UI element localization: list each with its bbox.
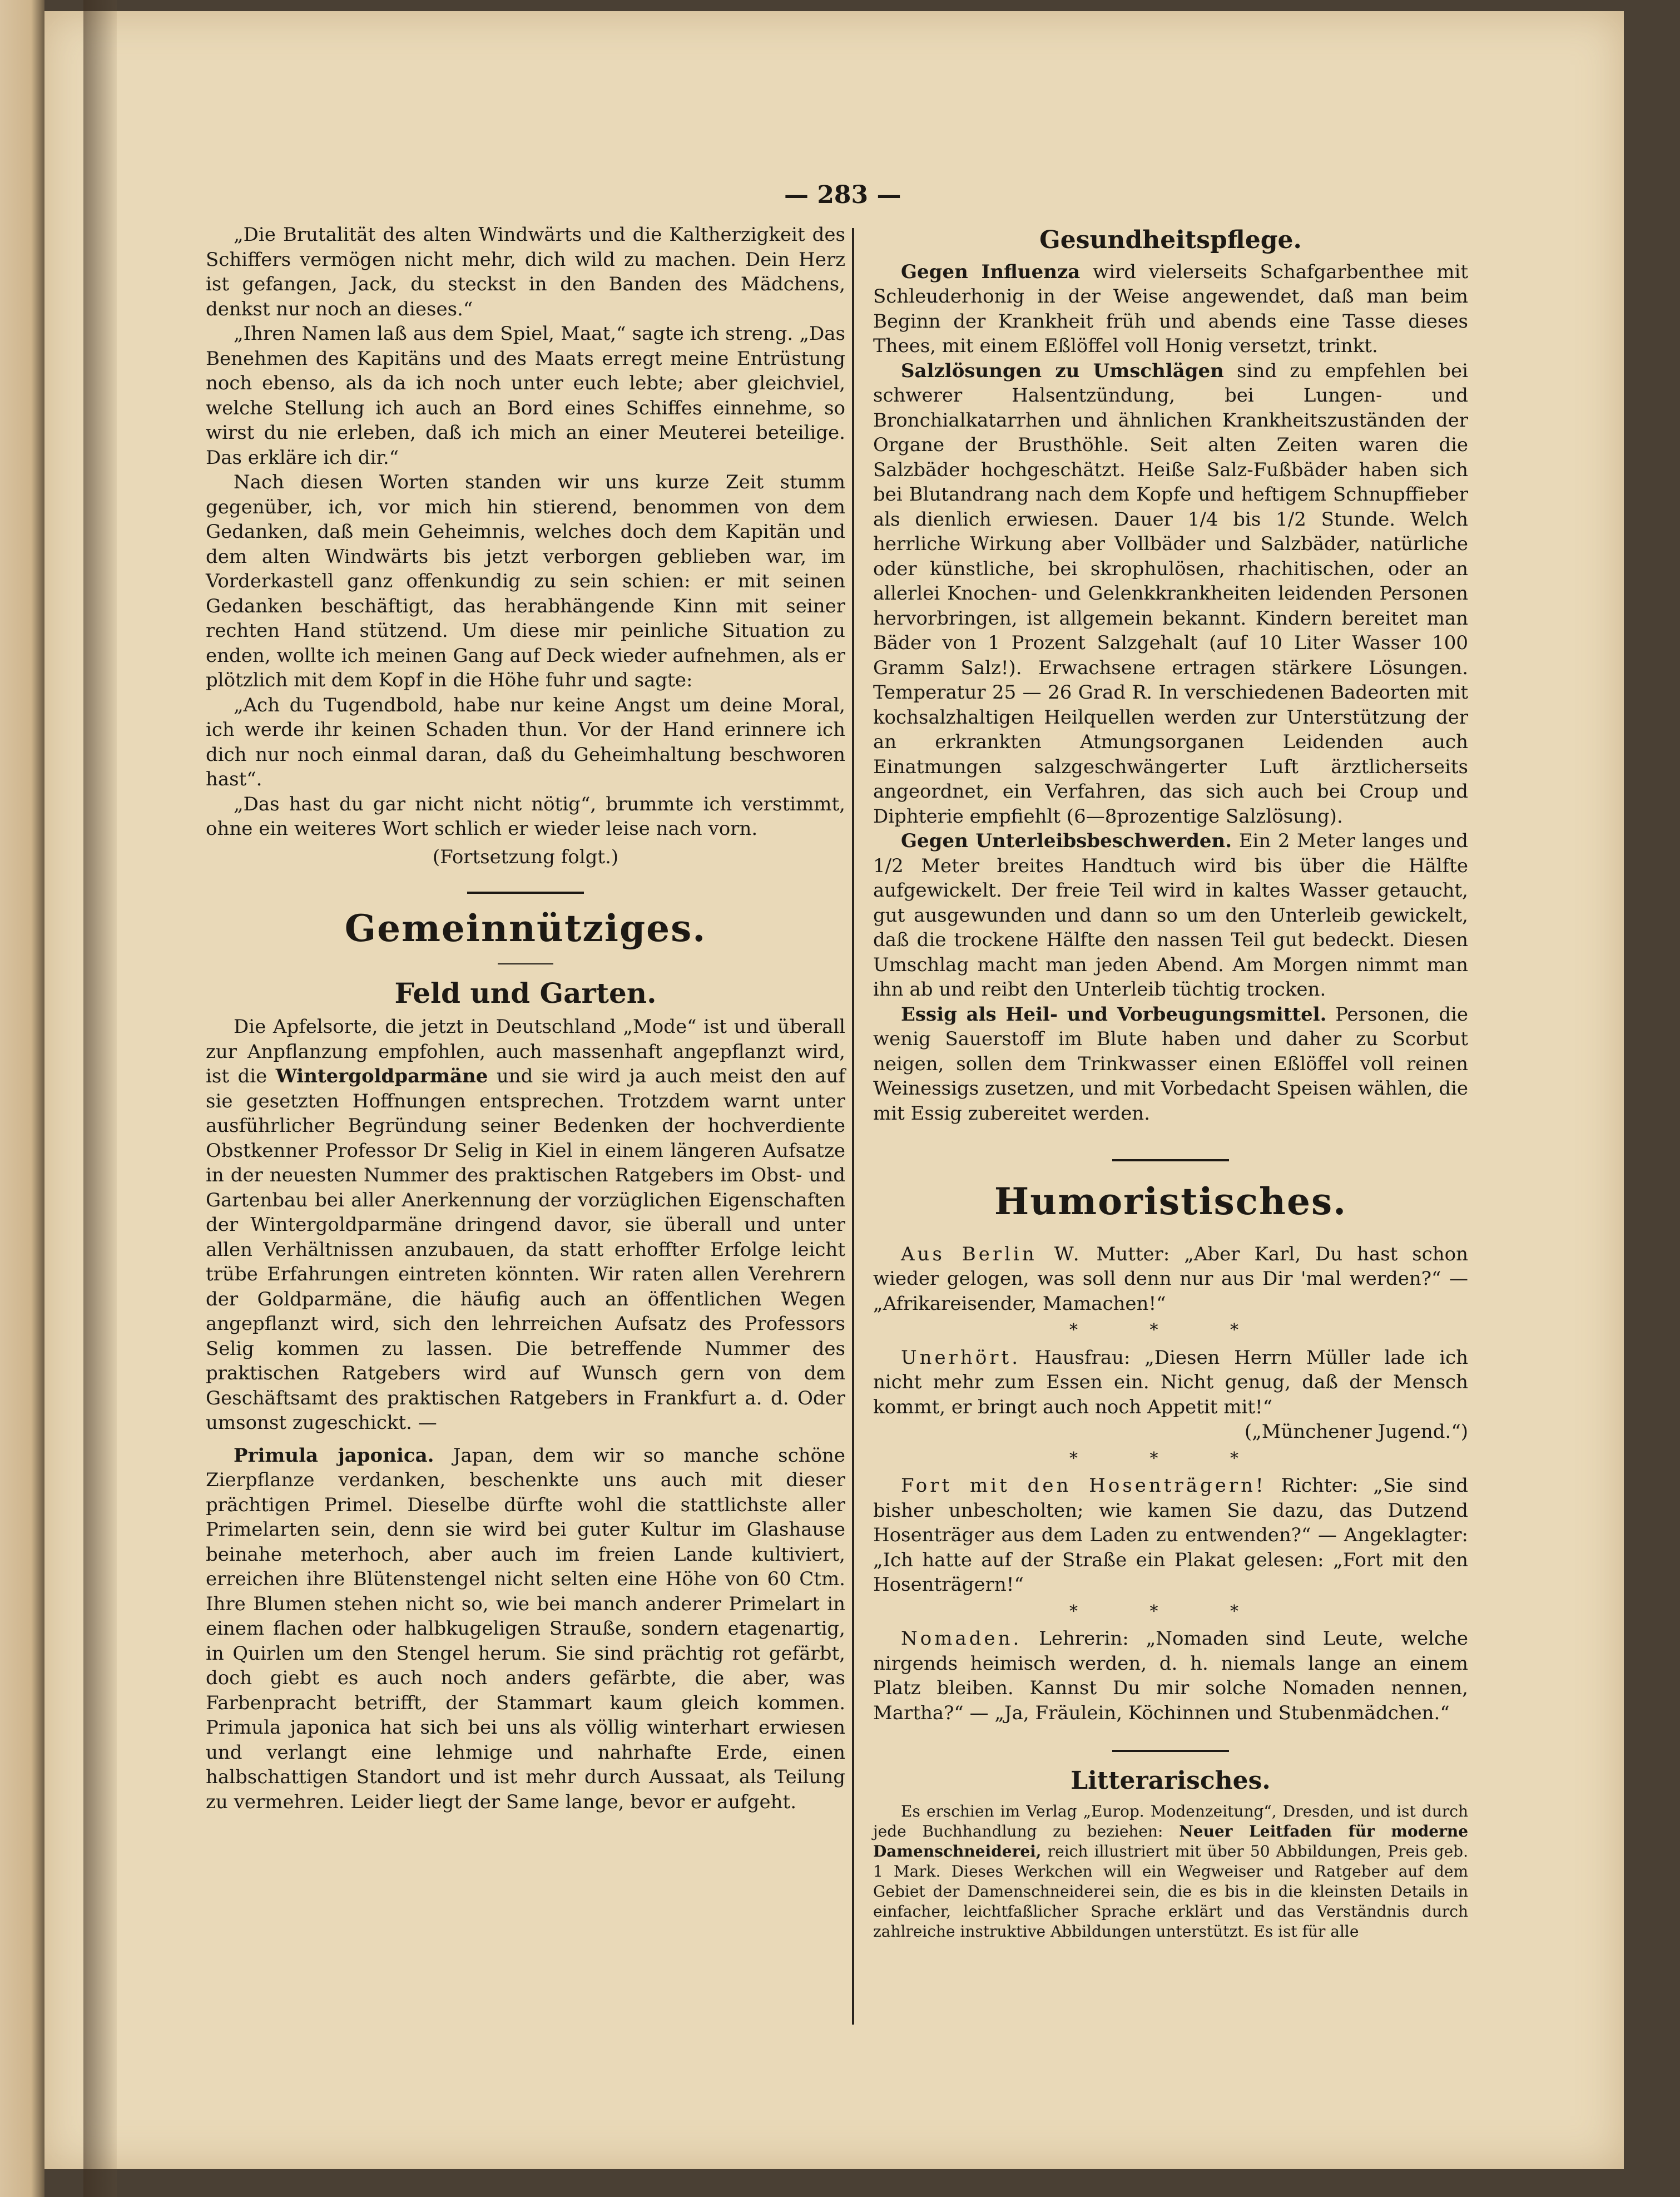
story-paragraph: Nach diesen Worten standen wir uns kurze Zeit stumm gegenüber, ich, vor mich hin stierend, benommen von dem Gedanken, daß mein Geheimnis, welches doch dem Kapitän und dem alten Windwärts bis jetzt verborgen geblieben war, im Vorderkastell ganz offenkundig zu sein schien: er mit seinen Gedanken beschäftigt, das herabhängende Kinn mit seiner rechten Hand stützend. Um diese mir peinliche Situation zu enden, wollte ich meinen Gang auf Deck wieder aufnehmen, als er plötzlich mit dem Kopf in die Höhe fuhr und sagte: bbox=[206, 471, 845, 691]
joke-lead: Unerhört. bbox=[901, 1346, 1021, 1369]
joke-lead: Nomaden. bbox=[901, 1627, 1022, 1650]
section-heading-litterarisches: Litterarisches. bbox=[1071, 1766, 1271, 1795]
health-item bbox=[873, 260, 1468, 359]
section-separator bbox=[1112, 1750, 1229, 1752]
star-divider: * * * bbox=[1069, 1320, 1272, 1340]
joke-text: Hausfrau: „Diesen Herrn Müller lade ich nicht mehr zum Essen ein. Nicht genug, daß der Mensch kommt, er bringt auch noch Appetit mit!“ bbox=[873, 1346, 1469, 1418]
joke-lead: Fort mit den Hosenträgern! bbox=[901, 1474, 1266, 1497]
joke bbox=[873, 1345, 1468, 1420]
section-heading-gemeinnuetziges: Gemeinnütziges. bbox=[344, 907, 707, 950]
health-item-term: Gegen Unterleibsbeschwerden. bbox=[901, 830, 1232, 852]
health-item bbox=[873, 359, 1468, 829]
binding-gutter-shadow bbox=[83, 0, 117, 2197]
literature-text-b: reich illustriert mit über 50 Abbildungen, Preis geb. 1 Mark. Dieses Werkchen will ein Wegweiser und Ratgeber auf dem Gebiet der Damenschneiderei sein, die es bis in die kleinsten Details in einfacher, leichtfaßlicher Sprache erklärt und das Verständnis durch zahlreiche instruktive Abbildungen unterstützt. Es ist für alle bbox=[873, 1842, 1468, 1941]
joke-lead: Aus Berlin W. bbox=[901, 1243, 1082, 1265]
page-number: — 283 — bbox=[784, 181, 901, 209]
joke-text: Richter: „Sie sind bisher unbescholten; wie kamen Sie dazu, das Dutzend Hosenträger aus dem Laden zu entwenden?“ — Angeklagter: „Ich hatte auf der Straße ein Plakat gelesen: „Fort mit den Hosenträgern!“ bbox=[873, 1474, 1469, 1596]
joke-text: Mutter: „Aber Karl, Du hast schon wieder gelogen, was soll denn nur aus Dir 'mal werden?“ — „Afrikareisender, Mamachen!“ bbox=[873, 1243, 1468, 1315]
health-item-term: Salzlösungen zu Umschlägen bbox=[901, 359, 1224, 382]
right-column bbox=[873, 228, 1468, 1942]
health-item-text: wird vielerseits Schafgarbenthee mit Schleuderhonig in der Weise angewendet, daß man beim Beginn der Krankheit früh und abends eine Tasse dieses Thees, mit einem Eßlöffel voll Honig versetzt, trinkt. bbox=[873, 260, 1468, 357]
primula-term: Primula japonica. bbox=[234, 1444, 434, 1467]
story-paragraph: „Das hast du gar nicht nicht nötig“, brummte ich verstimmt, ohne ein weiteres Wort schlich er wieder leise nach vorn. bbox=[206, 793, 845, 840]
health-item bbox=[873, 829, 1468, 1002]
star-divider: * * * bbox=[1069, 1448, 1272, 1468]
health-item-text: Personen, die wenig Sauerstoff im Blute haben und daher zu Scorbut neigen, sollen dem Trinkwasser einen Eßlöffel voll reinen Weinessigs zusetzen, und mit Vorbedacht Speisen wählen, die mit Essig zubereitet werden. bbox=[873, 1003, 1469, 1125]
health-item bbox=[873, 1002, 1468, 1126]
apple-intro: Die Apfelsorte, die jetzt in Deutschland „Mode“ ist und überall zur Anpflanzung empfohlen, auch massenhaft angepflanzt wird, ist die bbox=[206, 1016, 845, 1087]
primula-text: Japan, dem wir so manche schöne Zierpflanze verdanken, beschenkte uns auch mit dieser prächtigen Primel. Dieselbe dürfte wohl die stattlichste aller Primelarten sein, denn sie wird bei guter Kultur im Glashause beinahe meterhoch, aber auch im freien Lande kultiviert, erreichen ihre Blütenstengel nicht selten eine Höhe von 60 Ctm. Ihre Blumen stehen nicht so, wie bei manch anderer Primelart in einem flachen oder halbkugeligen Strauße, sondern etagenartig, in Quirlen um den Stengel herum. Sie sind prächtig rot gefärbt, doch giebt es auch noch anders gefärbte, die aber, was Farbenpracht betrifft, der Stammart kaum gleich kommen. Primula japonica hat sich bei uns als völlig winterhart erwiesen und verlangt eine lehmige und nahrhafte Erde, einen halbschattigen Standort und ist mehr durch Aussaat, als Teilung zu vermehren. Leider liegt der Same lange, bevor er aufgeht. bbox=[206, 1444, 845, 1813]
left-column bbox=[206, 222, 845, 1814]
section-heading-humoristisches: Humoristisches. bbox=[994, 1180, 1347, 1223]
joke bbox=[873, 1242, 1468, 1317]
literature-paragraph bbox=[873, 1802, 1468, 1942]
section-separator bbox=[1112, 1159, 1229, 1161]
story-paragraph: „Ach du Tugendbold, habe nur keine Angst um deine Moral, ich werde ihr keinen Schaden thun. Vor der Hand erinnere ich dich nur noch einmal daran, daß du Geheimhaltung beschworen hast“. bbox=[206, 694, 845, 790]
primula-paragraph bbox=[206, 1443, 845, 1815]
health-item-term: Essig als Heil- und Vorbeugungsmittel. bbox=[901, 1003, 1327, 1026]
star-divider: * * * bbox=[1069, 1601, 1272, 1621]
joke-source: („Münchener Jugend.“) bbox=[1244, 1421, 1468, 1443]
column-rule bbox=[852, 228, 854, 2025]
heading-separator bbox=[498, 963, 553, 964]
section-heading-gesundheitspflege: Gesundheitspflege. bbox=[1039, 226, 1302, 254]
joke bbox=[873, 1473, 1468, 1597]
facing-page-edge bbox=[0, 0, 44, 2197]
continued-note: (Fortsetzung folgt.) bbox=[432, 845, 619, 868]
joke bbox=[873, 1626, 1468, 1725]
health-item-term: Gegen Influenza bbox=[901, 260, 1081, 283]
health-item-text: sind zu empfehlen bei schwerer Halsentzündung, bei Lungen- und Bronchialkatarrhen und ähnlichen Krankheitszuständen der Organe der Brusthöhle. Seit alten Zeiten waren die Salzbäder hochgeschätzt. Heiße Salz-Fußbäder haben sich bei Blutandrang nach dem Kopfe und heftigem Schnupffieber als dienlich erwiesen. Dauer 1/4 bis 1/2 Stunde. Welch herrliche Wirkung aber Vollbäder und Salzbäder, natürliche oder künstliche, bei skrophulösen, rhachitischen, oder an allerlei Knochen- und Gelenkkrankheiten leidenden Personen hervorbringen, ist allgemein bekannt. Kindern bereitet man Bäder von 1 Prozent Salzgehalt (auf 10 Liter Wasser 100 Gramm Salz!). Erwachsene ertragen stärkere Lösungen. Temperatur 25 — 26 Grad R. In verschiedenen Badeorten mit kochsalzhaltigen Heilquellen werden zur Unterstützung der an erkrankten Atmungsorganen Leidenden auch Einatmungen salzgeschwängerter Luft ärztlicherseits angeordnet, ein Verfahren, das sich auch bei Croup und Diphterie empfiehlt (6—8prozentige Salzlösung). bbox=[873, 359, 1468, 828]
joke-text: Lehrerin: „Nomaden sind Leute, welche nirgends heimisch werden, d. h. niemals lange an einem Platz bleiben. Kannst Du mir solche Nomaden nennen, Martha?“ — „Ja, Fräulein, Köchinnen und Stubenmädchen.“ bbox=[873, 1627, 1468, 1724]
newspaper-page bbox=[44, 11, 1624, 2169]
health-item-text: Ein 2 Meter langes und 1/2 Meter breites Handtuch wird bis über die Hälfte aufgewickelt. Der freie Teil wird in kaltes Wasser getaucht, gut ausgewunden und dann so um den Unterleib gewickelt, daß die trockene Hälfte den nassen Teil gut bedeckt. Diesen Umschlag macht man jeden Abend. Am Morgen nimmt man ihn ab und reibt den Unterleib tüchtig trocken. bbox=[873, 830, 1469, 1001]
section-separator bbox=[467, 892, 584, 894]
story-paragraph: „Ihren Namen laß aus dem Spiel, Maat,“ sagte ich streng. „Das Benehmen des Kapitäns und des Maats erregt meine Entrüstung noch ebenso, als da ich noch unter euch lebte; aber gleichviel, welche Stellung ich auch an Bord eines Schiffes einnehme, so wirst du nie erleben, daß ich mich an einer Meuterei beteilige. Das erkläre ich dir.“ bbox=[206, 323, 845, 469]
subheading-feld-und-garten: Feld und Garten. bbox=[394, 976, 657, 1010]
literature-title: Neuer Leitfaden für moderne Damenschneiderei, bbox=[873, 1822, 1469, 1860]
story-paragraph: „Die Brutalität des alten Windwärts und die Kaltherzigkeit des Schiffers vermögen nicht mehr, dich wild zu machen. Dein Herz ist gefangen, Jack, du steckst in den Banden des Mädchens, denkst nur noch an dieses.“ bbox=[206, 224, 845, 320]
literature-text-a: Es erschien im Verlag „Europ. Modenzeitung“, Dresden, und ist durch jede Buchhandlung zu beziehen: bbox=[873, 1802, 1468, 1840]
literature-notice bbox=[873, 1802, 1468, 1942]
apple-term: Wintergoldparmäne bbox=[275, 1065, 488, 1087]
apple-paragraph bbox=[206, 1015, 845, 1436]
apple-rest: und sie wird ja auch meist den auf sie gesetzten Hoffnungen entsprechen. Trotzdem warnt unter ausführlicher Begründung seiner Bedenken der hochverdiente Obstkenner Professor Dr Selig in Kiel in einem längeren Aufsatze in der neuesten Nummer des praktischen Ratgebers im Obst- und Gartenbau bei aller Anerkennung der vorzüglichen Eigenschaften der Wintergoldparmäne dringend davor, sie überall und unter allen Verhältnissen anzubauen, da statt erhoffter Erfolge leicht trübe Erfahrungen eintreten könnten. Wir raten allen Verehrern der Goldparmäne, die häufig auch an öffentlichen Wegen angepflanzt wird, sich den lehrreichen Aufsatz des Professors Selig kommen zu lassen. Die betreffende Nummer des praktischen Ratgebers wird auf Wunsch gern von dem Geschäftsamt des praktischen Ratgebers in Frankfurt a. d. Oder umsonst zugeschickt. — bbox=[206, 1065, 846, 1434]
